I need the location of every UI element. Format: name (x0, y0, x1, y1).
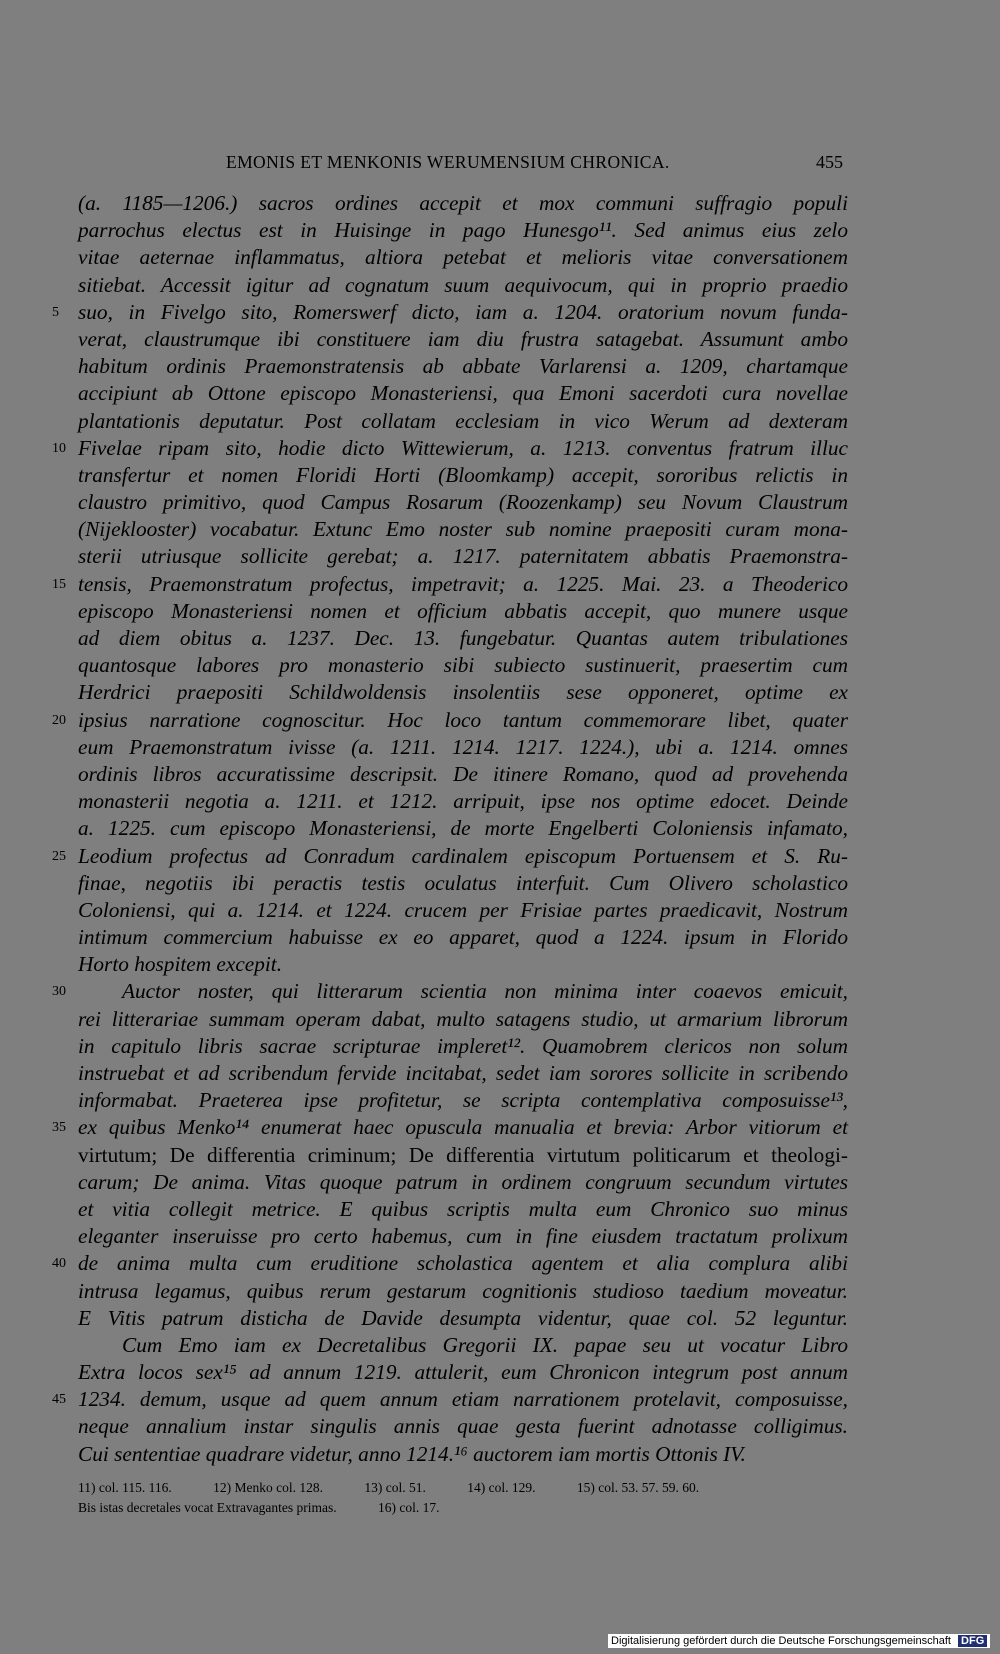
text-line (52, 1114, 848, 1141)
text-line: (Nijeklooster) vocabatur. Extunc Emo noster sub nomine praepositi curam mona- (78, 517, 848, 542)
footnote-15: 15) col. 53. 57. 59. 60. (576, 1480, 700, 1495)
text-line-content: Auctor noster, qui litterarum scientia non minima inter coaevos emicuit, (122, 979, 848, 1004)
running-title: EMONIS ET MENKONIS WERUMENSIUM CHRONICA. (226, 152, 670, 172)
text-line: finae, negotiis ibi peractis testis oculatus interfuit. Cum Olivero scholastico (78, 870, 848, 895)
footnote-11: 11) col. 115. 116. (78, 1480, 172, 1495)
line-number: 10 (52, 440, 66, 456)
footnote-13: 13) col. 51. (364, 1480, 426, 1495)
text-line-content: Fivelae ripam sito, hodie dicto Wittewierum, a. 1213. conventus fratrum illuc (78, 435, 848, 460)
footnote-row (78, 1478, 848, 1498)
line-number: 45 (52, 1392, 66, 1408)
text-line-content: de anima multa cum eruditione scholastica agentem et alia complura alibi (78, 1251, 848, 1276)
text-line: plantationis deputatur. Post collatam ecclesiam in vico Werum ad dexteram (78, 408, 848, 433)
footnote-16: 16) col. 17. (378, 1500, 440, 1515)
text-line: neque annalium instar singulis annis quae gesta fuerint adnotasse colligimus. (78, 1414, 848, 1439)
text-line: intimum commercium habuisse ex eo apparet, quod a 1224. ipsum in Florido (78, 925, 848, 950)
credit-text: Digitalisierung gefördert durch die Deutsche Forschungsgemeinschaft (611, 1635, 951, 1647)
text-line: (a. 1185—1206.) sacros ordines accepit et mox communi suffragio populi (78, 191, 848, 215)
text-line (52, 707, 848, 734)
text-line (52, 1250, 848, 1277)
text-line: habitum ordinis Praemonstratensis ab abbate Varlarensi a. 1209, chartamque (78, 354, 848, 379)
text-line: sitiebat. Accessit igitur ad cognatum suum aequivocum, qui in proprio praedio (78, 272, 848, 297)
text-line: claustro primitivo, quod Campus Rosarum (Roozenkamp) seu Novum Claustrum (78, 490, 848, 515)
text-line-content: suo, in Fivelgo sito, Romerswerf dicto, iam a. 1204. oratorium novum funda- (78, 299, 848, 324)
text-line: Herdrici praepositi Schildwoldensis insolentiis sese opponeret, optime ex (78, 680, 848, 705)
text-line: rei litterariae summam operam dabat, multo satagens studio, ut armarium librorum (78, 1006, 848, 1031)
text-line (52, 435, 848, 462)
main-text (52, 190, 848, 1468)
footnote-15-note: Bis istas decretales vocat Extravagantes primas. (78, 1500, 337, 1515)
text-line: accipiunt ab Ottone episcopo Monasteriensi, qua Emoni sacerdoti cura novellae (78, 381, 848, 406)
text-line: Extra locos sex¹⁵ ad annum 1219. attulerit, eum Chronicon integrum post annum (78, 1360, 848, 1385)
text-line: in capitulo libris sacrae scripturae impleret¹². Quamobrem clericos non solum (78, 1033, 848, 1058)
text-line: parrochus electus est in Huisinge in pago Hunesgo¹¹. Sed animus eius zelo (78, 218, 848, 243)
text-line: sterii utriusque sollicite gerebat; a. 1217. paternitatem abbatis Praemonstra- (78, 544, 848, 569)
line-number: 25 (52, 848, 66, 864)
footnote-14: 14) col. 129. (467, 1480, 536, 1495)
text-line: intrusa legamus, quibus rerum gestarum cognitionis studioso taedium moveatur. (78, 1278, 848, 1303)
text-line: Coloniensi, qui a. 1214. et 1224. crucem per Frisiae partes praedicavit, Nostrum (78, 897, 848, 922)
text-line: vitae aeternae inflammatus, altiora petebat et melioris vitae conversationem (78, 245, 848, 270)
text-line (52, 978, 848, 1005)
text-line: Cui sententiae quadrare videtur, anno 1214.¹⁶ auctorem iam mortis Ottonis IV. (78, 1441, 746, 1466)
text-line-content: 1234. demum, usque ad quem annum etiam narrationem protelavit, composuisse, (78, 1387, 848, 1412)
text-line (52, 299, 848, 326)
line-number: 5 (52, 304, 59, 320)
line-number: 35 (52, 1120, 66, 1136)
text-line: eleganter inseruisse pro certo habemus, cum in fine eiusdem tractatum prolixum (78, 1224, 848, 1249)
text-line: E Vitis patrum disticha de Davide desumpta videntur, quae col. 52 leguntur. (78, 1305, 848, 1330)
text-line: et vitia collegit metrice. E quibus scriptis multa eum Chronico suo minus (78, 1196, 848, 1221)
text-line: eum Praemonstratum ivisse (a. 1211. 1214. 1217. 1224.), ubi a. 1214. omnes (78, 734, 848, 759)
text-line (52, 843, 848, 870)
text-line: Horto hospitem excepit. (78, 952, 283, 977)
line-number: 15 (52, 576, 66, 592)
text-line: virtutum; De differentia criminum; De differentia virtutum politicarum et theologi- (78, 1142, 848, 1167)
text-line: monasterii negotia a. 1211. et 1212. arripuit, ipse nos optime edocet. Deinde (78, 789, 848, 814)
text-line: episcopo Monasteriensi nomen et officium abbatis accepit, quo munere usque (78, 598, 848, 623)
footnote-12: 12) Menko col. 128. (213, 1480, 323, 1495)
line-number: 20 (52, 712, 66, 728)
text-line (52, 571, 848, 598)
footnotes (78, 1478, 848, 1518)
text-line-content: Leodium profectus ad Conradum cardinalem episcopum Portuensem et S. Ru- (78, 843, 848, 868)
digitization-credit (608, 1634, 990, 1648)
text-line: verat, claustrumque ibi constituere iam diu frustra satagebat. Assumunt ambo (78, 326, 848, 351)
text-line: a. 1225. cum episcopo Monasteriensi, de morte Engelberti Coloniensis infamato, (78, 816, 848, 841)
text-line-content: ex quibus Menko¹⁴ enumerat haec opuscula manualia et brevia: Arbor vitiorum et (78, 1115, 848, 1140)
text-line: informabat. Praeterea ipse profitetur, se scripta contemplativa composuisse¹³, (78, 1088, 848, 1113)
page-number: 455 (816, 152, 843, 172)
text-line: carum; De anima. Vitas quoque patrum in ordinem congruum secundum virtutes (78, 1169, 848, 1194)
text-line: ad diem obitus a. 1237. Dec. 13. fungebatur. Quantas autem tribulationes (78, 626, 848, 650)
text-line: ordinis libros accuratissime descripsit. De itinere Romano, quod ad provehenda (78, 761, 848, 786)
dfg-logo: DFG (958, 1635, 987, 1647)
text-line (52, 1386, 848, 1413)
line-number: 40 (52, 1256, 66, 1272)
text-line: transfertur et nomen Floridi Horti (Bloomkamp) accepit, sororibus relictis in (78, 462, 848, 487)
text-line: instruebat et ad scribendum fervide incitabat, sedet iam sorores sollicite in scribendo (78, 1061, 848, 1085)
text-line-content: tensis, Praemonstratum profectus, impetravit; a. 1225. Mai. 23. a Theoderico (78, 571, 848, 596)
text-line: Cum Emo iam ex Decretalibus Gregorii IX. papae seu ut vocatur Libro (122, 1332, 848, 1357)
text-line: quantosque labores pro monasterio sibi subiecto sustinuerit, praesertim cum (78, 653, 848, 678)
text-line-content: ipsius narratione cognoscitur. Hoc loco tantum commemorare libet, quater (78, 707, 848, 732)
line-number: 30 (52, 984, 66, 1000)
footnote-row (78, 1498, 848, 1518)
